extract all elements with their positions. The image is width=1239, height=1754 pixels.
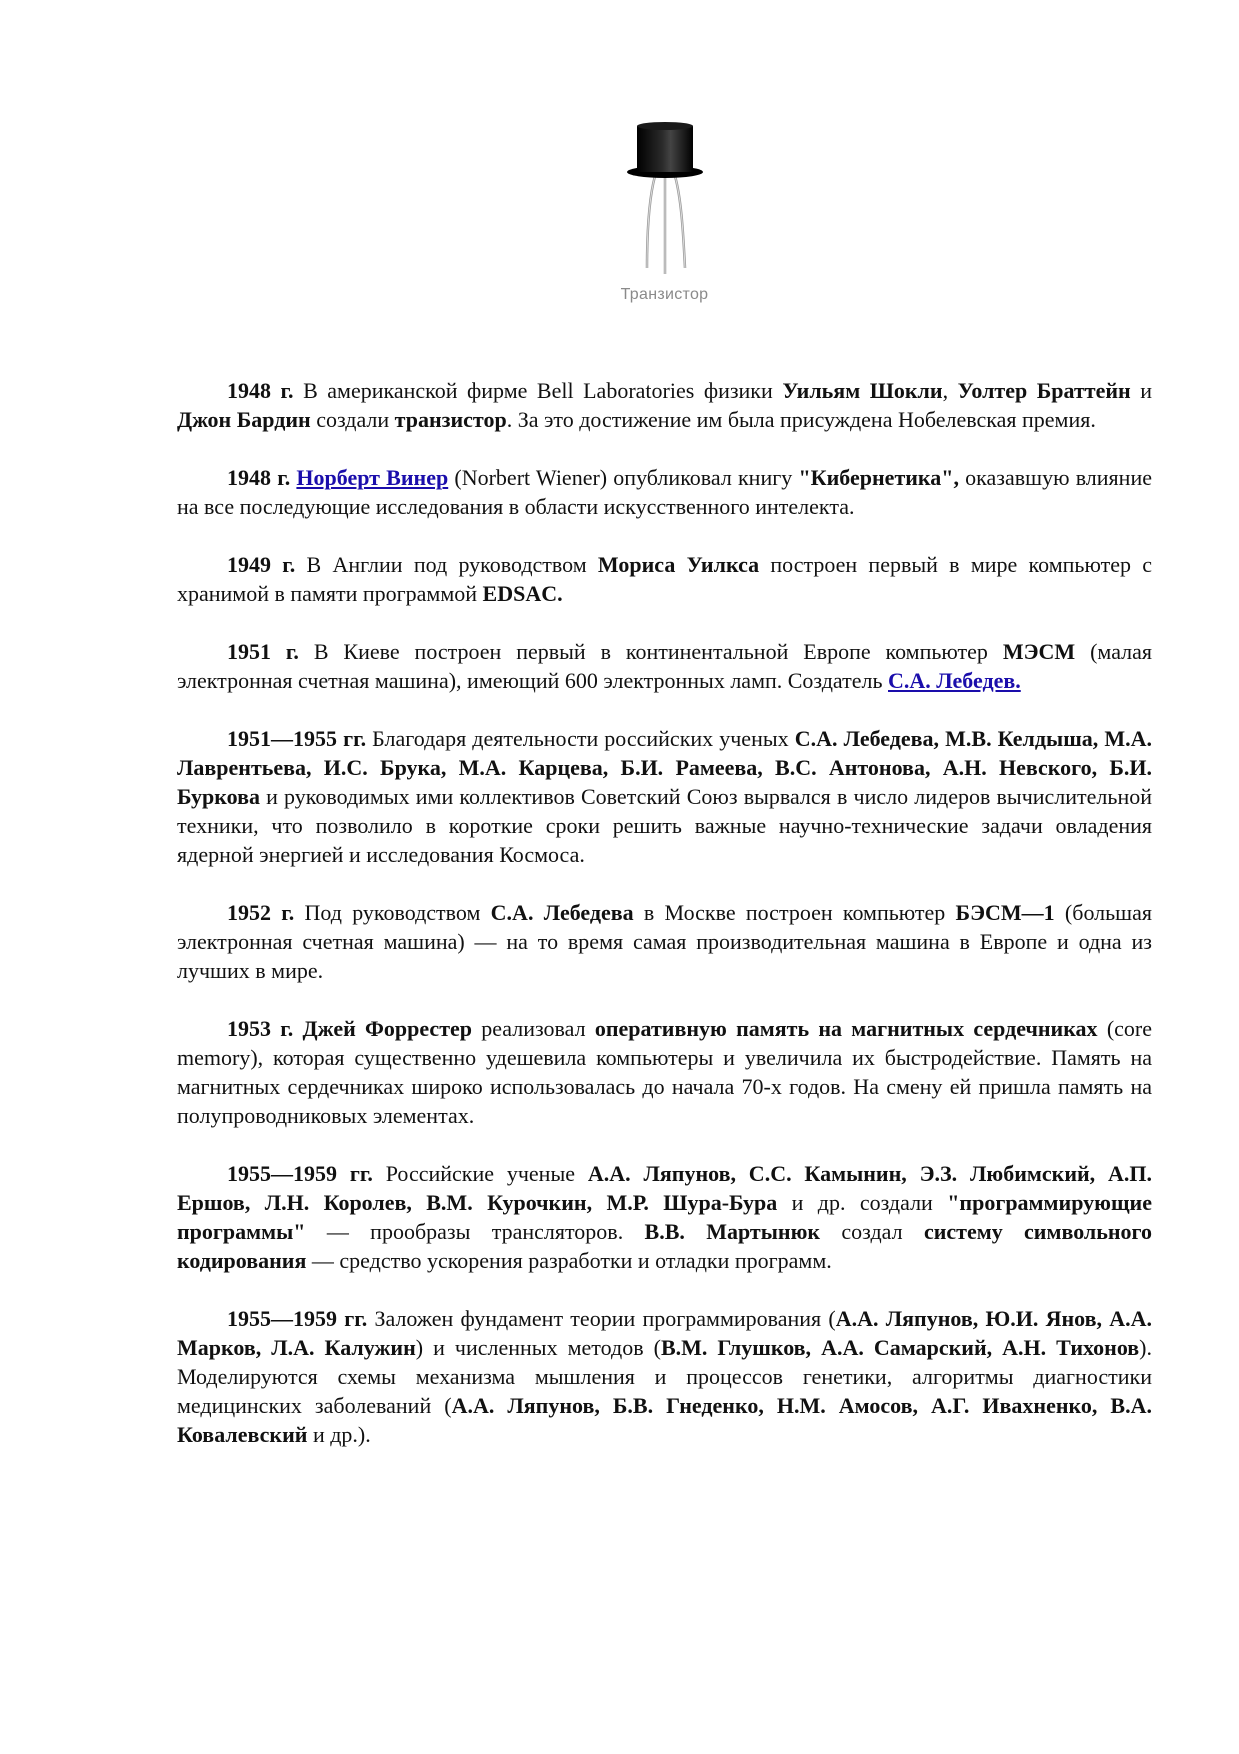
document-page xyxy=(177,0,1152,1754)
bold-text: БЭСМ—1 xyxy=(955,900,1055,925)
entry-text: Под руководством xyxy=(294,900,491,925)
transistor-icon xyxy=(615,118,715,278)
entry-text: Российские ученые xyxy=(372,1161,588,1186)
entry-text: и руководимых ими коллективов Советский Союз вырвался в число лидеров вычислительной техники, что позволило в короткие сроки решить важные научно-технические задачи овладения ядерной энергией и исследования Космоса. xyxy=(177,784,1152,867)
entry-text: и др.). xyxy=(307,1422,371,1447)
bold-text: Мориса Уилкса xyxy=(597,552,760,577)
entry-text: ) и численных методов ( xyxy=(415,1335,661,1360)
entry-date: 1951 г. xyxy=(227,639,299,664)
person-link[interactable]: С.А. Лебедев. xyxy=(888,668,1021,693)
figure-caption: Транзистор xyxy=(620,286,709,303)
entry-text: реализовал xyxy=(472,1016,595,1041)
entry-text: В американской фирме Bell Laboratories физики xyxy=(293,378,783,403)
timeline-entry xyxy=(177,1304,1152,1449)
entry-date: 1948 г. xyxy=(227,378,294,403)
bold-text: EDSAC. xyxy=(482,581,563,606)
bold-text: С.А. Лебедева xyxy=(490,900,634,925)
timeline-entry xyxy=(177,1159,1152,1275)
entry-text: и xyxy=(1130,378,1153,403)
entry-text: оказавшую влияние на все последующие исследования в области искусственного интелекта. xyxy=(177,465,1152,519)
transistor-figure xyxy=(177,118,1152,304)
bold-text: систему символьного кодирования xyxy=(177,1219,1152,1273)
bold-text: А.А. Ляпунов, С.С. Камынин, Э.З. Любимский, А.П. Ершов, Л.Н. Королев, В.М. Курочкин, М.Р. Шура-Бура xyxy=(177,1161,1153,1215)
entry-date: 1953 г. xyxy=(227,1016,294,1041)
bold-text: В.В. Мартынюк xyxy=(644,1219,821,1244)
entry-text: в Москве построен компьютер xyxy=(633,900,956,925)
bold-text: С.А. Лебедева, М.В. Келдыша, М.А. Лаврентьева, И.С. Брука, М.А. Карцева, Б.И. Рамеева, В.С. Антонова, А.Н. Невского, Б.И. Буркова xyxy=(177,726,1153,809)
timeline-entry xyxy=(177,550,1152,608)
person-link[interactable]: Норберт Винер xyxy=(296,465,449,490)
entry-text: В Англии под руководством xyxy=(295,552,598,577)
timeline-entries xyxy=(177,376,1152,1478)
entry-date: 1949 г. xyxy=(227,552,296,577)
bold-text: А.А. Ляпунов, Ю.И. Янов, А.А. Марков, Л.А. Калужин xyxy=(177,1306,1152,1360)
entry-text: ). Моделируются схемы механизма мышления и процессов генетики, алгоритмы диагностики медицинских заболеваний ( xyxy=(177,1335,1152,1418)
timeline-entry xyxy=(177,376,1152,434)
entry-date: 1951—1955 гг. xyxy=(227,726,367,751)
bold-text: транзистор xyxy=(394,407,507,432)
entry-text: — средство ускорения разработки и отладки программ. xyxy=(306,1248,832,1273)
bold-text: "программирующие программы" xyxy=(177,1190,1152,1244)
entry-text: (малая электронная счетная машина), имеющий 600 электронных ламп. Создатель xyxy=(177,639,1153,693)
bold-text: А.А. Ляпунов, Б.В. Гнеденко, Н.М. Амосов, А.Г. Ивахненко, В.А. Ковалевский xyxy=(177,1393,1152,1447)
bold-text: Уильям Шокли xyxy=(782,378,943,403)
timeline-entry xyxy=(177,1014,1152,1130)
entry-text: , xyxy=(942,378,958,403)
entry-date: 1952 г. xyxy=(227,900,295,925)
entry-text: — прообразы трансляторов. xyxy=(305,1219,645,1244)
entry-text: (Norbert Wiener) опубликовал книгу xyxy=(448,465,799,490)
bold-text: "Кибернетика", xyxy=(798,465,959,490)
bold-text: Джей Форрестер xyxy=(302,1016,472,1041)
entry-date: 1948 г. xyxy=(227,465,291,490)
entry-text: построен первый в мире компьютер с хранимой в памяти программой xyxy=(177,552,1152,606)
bold-text: В.М. Глушков, А.А. Самарский, А.Н. Тихонов xyxy=(660,1335,1140,1360)
timeline-entry xyxy=(177,637,1152,695)
timeline-entry xyxy=(177,898,1152,985)
timeline-entry xyxy=(177,463,1152,521)
timeline-entry xyxy=(177,724,1152,869)
bold-text: Джон Бардин xyxy=(177,407,311,432)
entry-text: Заложен фундамент теории программирования ( xyxy=(367,1306,836,1331)
entry-text: создали xyxy=(310,407,395,432)
bold-text: МЭСМ xyxy=(1002,639,1076,664)
bold-text: Уолтер Браттейн xyxy=(957,378,1131,403)
entry-text: . За это достижение им была присуждена Нобелевская премия. xyxy=(506,407,1096,432)
entry-text: В Киеве построен первый в континентальной Европе компьютер xyxy=(298,639,1003,664)
entry-text: Благодаря деятельности российских ученых xyxy=(366,726,795,751)
entry-text: (core memory), которая существенно удешевила компьютеры и увеличила их быстродействие. Память на магнитных сердечниках широко использовалась до начала 70-х годов. На смену ей пришла память на полупроводниковых элементах. xyxy=(177,1016,1153,1128)
entry-date: 1955—1959 гг. xyxy=(227,1161,373,1186)
bold-text: оперативную память на магнитных сердечниках xyxy=(594,1016,1098,1041)
entry-text: создал xyxy=(820,1219,924,1244)
entry-text: и др. создали xyxy=(777,1190,948,1215)
entry-text: (большая электронная счетная машина) — на то время самая производительная машина в Европе и одна из лучших в мире. xyxy=(177,900,1152,983)
entry-date: 1955—1959 гг. xyxy=(227,1306,368,1331)
entry-text xyxy=(293,1016,302,1041)
